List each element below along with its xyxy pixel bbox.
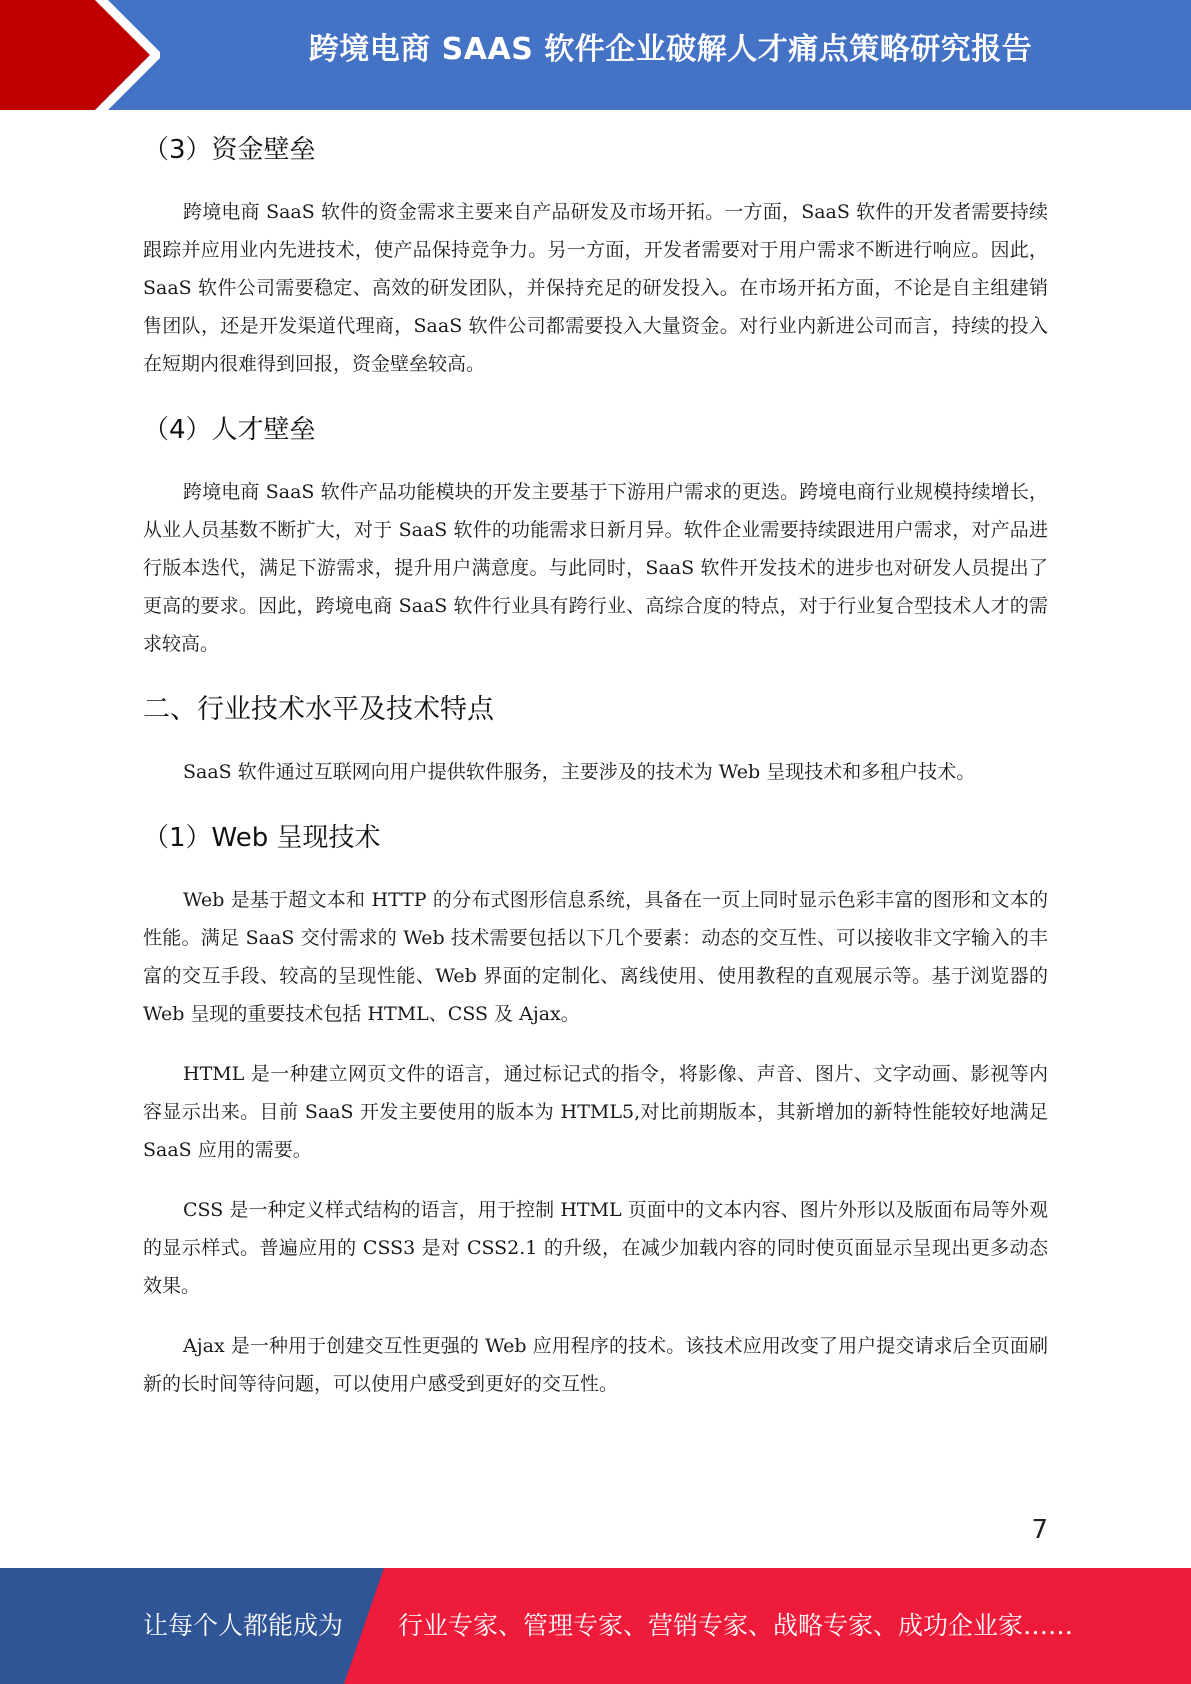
paragraph-capital-barrier: 跨境电商 SaaS 软件的资金需求主要来自产品研发及市场开拓。一方面，SaaS 软件的开发者需要持续跟踪并应用业内先进技术，使产品保持竞争力。另一方面，开发者需要对于用户需求不断进行响应。因此，SaaS 软件公司需要稳定、高效的研发团队，并保持充足的研发投入。在市场开拓方面，不论是自主组建销售团队，还是开发渠道代理商，SaaS 软件公司都需要投入大量资金。对行业内新进公司而言，持续的投入在短期内很难得到回报，资金壁垒较高。 [143,201,1048,375]
header-arrow-decoration [0,0,160,110]
page-header [0,0,1191,110]
header-red-chevron [0,0,150,110]
page-number: 7 [1031,1515,1048,1545]
section-heading-capital-barrier: （3）资金壁垒 [143,135,316,165]
footer-slogan-left: 让每个人都能成为 [143,1611,344,1640]
report-title: 跨境电商 SAAS 软件企业破解人才痛点策略研究报告 [308,32,1033,67]
chapter-heading-tech-level: 二、行业技术水平及技术特点 [143,694,494,725]
section-heading-web-tech: （1）Web 呈现技术 [143,823,381,853]
paragraph-tech-intro: SaaS 软件通过互联网向用户提供软件服务，主要涉及的技术为 Web 呈现技术和多租户技术。 [183,761,976,783]
paragraph-ajax: Ajax 是一种用于创建交互性更强的 Web 应用程序的技术。该技术应用改变了用户提交请求后全页面刷新的长时间等待问题，可以使用户感受到更好的交互性。 [143,1335,1048,1395]
page-content [143,125,1048,1425]
paragraph-web-tech: Web 是基于超文本和 HTTP 的分布式图形信息系统，具备在一页上同时显示色彩丰富的图形和文本的性能。满足 SaaS 交付需求的 Web 技术需要包括以下几个要素：动态的交互性、可以接收非文字输入的丰富的交互手段、较高的呈现性能、Web 界面的定制化、离线使用、使用教程的直观展示等。基于浏览器的 Web 呈现的重要技术包括 HTML、CSS 及 Ajax。 [143,889,1048,1025]
section-heading-talent-barrier: （4）人才壁垒 [143,415,316,445]
paragraph-css: CSS 是一种定义样式结构的语言，用于控制 HTML 页面中的文本内容、图片外形以及版面布局等外观的显示样式。普遍应用的 CSS3 是对 CSS2.1 的升级，在减少加载内容的同时使页面显示呈现出更多动态效果。 [143,1199,1048,1297]
paragraph-talent-barrier: 跨境电商 SaaS 软件产品功能模块的开发主要基于下游用户需求的更迭。跨境电商行业规模持续增长，从业人员基数不断扩大，对于 SaaS 软件的功能需求日新月异。软件企业需要持续跟进用户需求，对产品进行版本迭代，满足下游需求，提升用户满意度。与此同时，SaaS 软件开发技术的进步也对研发人员提出了更高的要求。因此，跨境电商 SaaS 软件行业具有跨行业、高综合度的特点，对于行业复合型技术人才的需求较高。 [143,481,1048,655]
paragraph-html: HTML 是一种建立网页文件的语言，通过标记式的指令，将影像、声音、图片、文字动画、影视等内容显示出来。目前 SaaS 开发主要使用的版本为 HTML5,对比前期版本，其新增加的新特性能较好地满足 SaaS 应用的需要。 [143,1063,1048,1161]
footer-slogan-right: 行业专家、管理专家、营销专家、战略专家、成功企业家…… [398,1611,1074,1640]
page-footer [0,1568,1191,1684]
